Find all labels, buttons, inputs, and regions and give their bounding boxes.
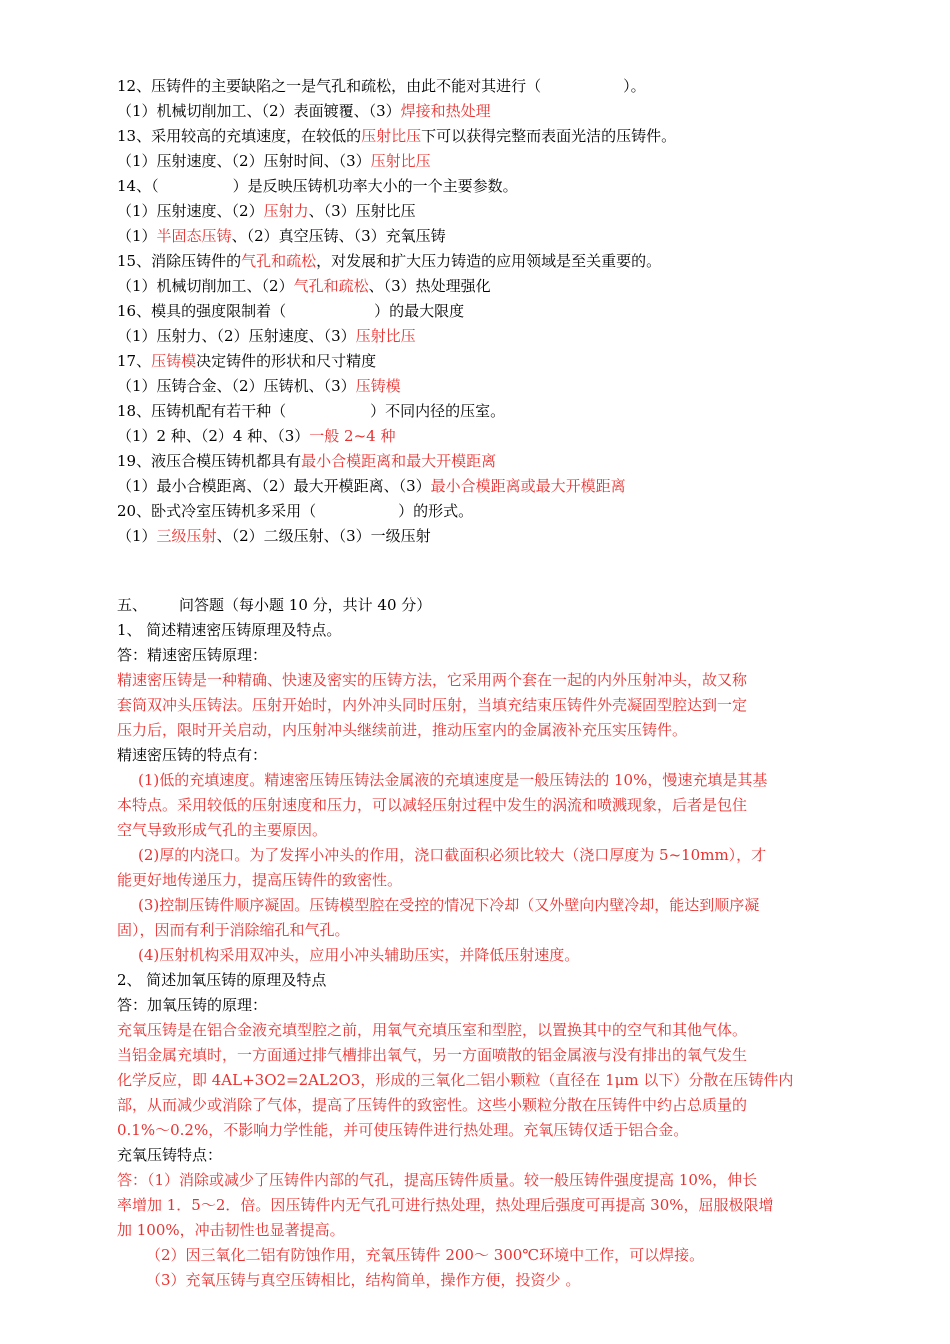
question-14-options bbox=[117, 199, 837, 224]
question-text: 16、模具的强度限制着（ bbox=[117, 302, 287, 320]
question-text: 20、卧式冷室压铸机多采用（ bbox=[117, 502, 317, 520]
options-text: 、（2）二级压射、（3）一级压射 bbox=[216, 527, 431, 545]
qa1-feature-line: 能更好地传递压力，提高压铸件的致密性。 bbox=[117, 871, 403, 889]
question-15-options bbox=[117, 274, 837, 299]
question-16-options bbox=[117, 324, 837, 349]
options-text: （1）压射速度、（2）压射时间、（3） bbox=[117, 152, 371, 170]
qa1-feature-line: 空气导致形成气孔的主要原因。 bbox=[117, 821, 328, 839]
answer-highlight: 最小合模距离和最大开模距离 bbox=[301, 452, 497, 470]
question-19 bbox=[117, 449, 837, 474]
question-text: ）不同内径的压室。 bbox=[370, 402, 506, 420]
question-text: 12、压铸件的主要缺陷之一是气孔和疏松，由此不能对其进行（ bbox=[117, 77, 542, 95]
answer-highlight: 压射力 bbox=[263, 202, 309, 220]
options-text: 、（2）真空压铸、（3）充氧压铸 bbox=[231, 227, 446, 245]
qa1-feature-line: (2)厚的内浇口。为了发挥小冲头的作用，浇口截面积必须比较大（浇口厚度为 5~10mm），才 bbox=[138, 846, 767, 864]
qa1-principle-line: 精速密压铸是一种精确、快速及密实的压铸方法，它采用两个套在一起的内外压射冲头，故又称 bbox=[117, 671, 748, 689]
question-18 bbox=[117, 399, 837, 424]
options-text: （1）机械切削加工、（2）表面镀覆、（3） bbox=[117, 102, 401, 120]
qa2-feature-line: （3）充氧压铸与真空压铸相比，结构简单，操作方便，投资少 。 bbox=[146, 1271, 581, 1289]
qa2-principle-line: 当铝金属充填时，一方面通过排气槽排出氧气，另一方面喷散的铝金属液与没有排出的氧气发生 bbox=[117, 1046, 748, 1064]
answer-highlight: 压射比压 bbox=[355, 327, 416, 345]
question-12 bbox=[117, 74, 837, 99]
question-text: ）。 bbox=[623, 77, 646, 95]
answer-highlight: 压铸模 bbox=[355, 377, 401, 395]
qa1-feature-line: (1)低的充填速度。精速密压铸压铸法金属液的充填速度是一般压铸法的 10%，慢速充填是其基 bbox=[138, 771, 768, 789]
answer-highlight: 半固态压铸 bbox=[156, 227, 232, 245]
qa2-feature-line: 答：（1）消除或减少了压铸件内部的气孔，提高压铸件质量。较一般压铸件强度提高 10%，伸长 bbox=[117, 1171, 758, 1189]
answer-highlight: 气孔和疏松 bbox=[241, 252, 317, 270]
qa1-feature-line: 本特点。采用较低的压射速度和压力，可以减轻压射过程中发生的涡流和喷溅现象，后者是包住 bbox=[117, 796, 748, 814]
options-text: 、（3）压射比压 bbox=[308, 202, 416, 220]
answer-highlight: 焊接和热处理 bbox=[400, 102, 491, 120]
qa1-answer-label: 答：精速密压铸原理： bbox=[117, 646, 268, 664]
answer-highlight: 最小合模距离或最大开模距离 bbox=[430, 477, 626, 495]
qa1-feature-line: (3)控制压铸件顺序凝固。压铸模型腔在受控的情况下冷却（又外壁向内壁冷却，能达到顺序凝 bbox=[138, 896, 760, 914]
question-text: 决定铸件的形状和尺寸精度 bbox=[196, 352, 377, 370]
options-text: 、（3）热处理强化 bbox=[368, 277, 491, 295]
question-20-options bbox=[117, 524, 837, 549]
question-15 bbox=[117, 249, 837, 274]
question-text: 14、（ bbox=[117, 177, 159, 195]
question-14 bbox=[117, 174, 837, 199]
options-text: （1） bbox=[117, 227, 157, 245]
question-16 bbox=[117, 299, 837, 324]
qa2-principle-line: 部，从而减少或消除了气体，提高了压铸件的致密性。这些小颗粒分散在压铸件中约占总质量的 bbox=[117, 1096, 748, 1114]
qa1-principle-line: 压力后，限时开关启动，内压射冲头继续前进，推动压室内的金属液补充压实压铸件。 bbox=[117, 721, 688, 739]
answer-highlight: 压射比压 bbox=[370, 152, 431, 170]
qa2-feature-line: （2）因三氧化二铝有防蚀作用，充氧压铸件 200～ 300℃环境中工作，可以焊接。 bbox=[146, 1246, 705, 1264]
qa1-feature-line: (4)压射机构采用双冲头，应用小冲头辅助压实，并降低压射速度。 bbox=[138, 946, 580, 964]
qa2-question: 2、 简述加氧压铸的原理及特点 bbox=[117, 971, 327, 989]
answer-highlight: 压射比压 bbox=[361, 127, 422, 145]
question-text: 18、压铸机配有若干种（ bbox=[117, 402, 287, 420]
options-text: （1）压射力、（2）压射速度、（3） bbox=[117, 327, 356, 345]
options-text: （1）机械切削加工、（2） bbox=[117, 277, 294, 295]
qa2-principle-line: 充氧压铸是在铝合金液充填型腔之前，用氧气充填压室和型腔，以置换其中的空气和其他气体。 bbox=[117, 1021, 748, 1039]
question-text: 17、 bbox=[117, 352, 152, 370]
qa2-feature-line: 加 100%，冲击韧性也显著提高。 bbox=[117, 1221, 345, 1239]
question-text: 19、液压合模压铸机都具有 bbox=[117, 452, 302, 470]
question-text: ）的形式。 bbox=[398, 502, 474, 520]
section-number: 五、 bbox=[117, 596, 148, 614]
answer-highlight: 一般 2~4 种 bbox=[309, 427, 396, 445]
question-13-options bbox=[117, 149, 837, 174]
options-text: （1）2 种、（2）4 种、（3） bbox=[117, 427, 310, 445]
section-heading bbox=[117, 593, 837, 618]
qa2-principle-line: 0.1%～0.2%，不影响力学性能，并可使压铸件进行热处理。充氧压铸仅适于铝合金。 bbox=[117, 1121, 689, 1139]
question-text: 下可以获得完整而表面光洁的压铸件。 bbox=[421, 127, 677, 145]
answer-highlight: 压铸模 bbox=[151, 352, 197, 370]
question-12-options bbox=[117, 99, 837, 124]
question-18-options bbox=[117, 424, 837, 449]
answer-highlight: 三级压射 bbox=[156, 527, 217, 545]
question-text: ）是反映压铸机功率大小的一个主要参数。 bbox=[232, 177, 518, 195]
qa2-answer-label: 答：加氧压铸的原理： bbox=[117, 996, 268, 1014]
options-text: （1）最小合模距离、（2）最大开模距离、（3） bbox=[117, 477, 431, 495]
qa1-question: 1、 简述精速密压铸原理及特点。 bbox=[117, 621, 342, 639]
question-text: ）的最大限度 bbox=[374, 302, 465, 320]
qa2-features-label: 充氧压铸特点： bbox=[117, 1146, 223, 1164]
qa1-features-label: 精速密压铸的特点有： bbox=[117, 746, 268, 764]
answer-highlight: 气孔和疏松 bbox=[293, 277, 369, 295]
options-text: （1） bbox=[117, 527, 157, 545]
question-17-options bbox=[117, 374, 837, 399]
question-14-options-2 bbox=[117, 224, 837, 249]
qa1-feature-line: 固），因而有利于消除缩孔和气孔。 bbox=[117, 921, 350, 939]
options-text: （1）压铸合金、（2）压铸机、（3） bbox=[117, 377, 356, 395]
question-19-options bbox=[117, 474, 837, 499]
options-text: （1）压射速度、（2） bbox=[117, 202, 264, 220]
question-text: 13、采用较高的充填速度，在较低的 bbox=[117, 127, 362, 145]
section-title: 问答题（每小题 10 分，共计 40 分） bbox=[179, 596, 432, 614]
qa2-feature-line: 率增加 1．5～2．倍。因压铸件内无气孔可进行热处理，热处理后强度可再提高 30%，屈服极限增 bbox=[117, 1196, 774, 1214]
question-text: ，对发展和扩大压力铸造的应用领域是至关重要的。 bbox=[316, 252, 662, 270]
question-13 bbox=[117, 124, 837, 149]
qa1-principle-line: 套筒双冲头压铸法。压射开始时，内外冲头同时压射，当填充结束压铸件外壳凝固型腔达到一定 bbox=[117, 696, 748, 714]
qa2-principle-line: 化学反应，即 4AL+3O2=2AL2O3，形成的三氧化二铝小颗粒（直径在 1μm 以下）分散在压铸件内 bbox=[117, 1071, 794, 1089]
question-text: 15、消除压铸件的 bbox=[117, 252, 242, 270]
question-20 bbox=[117, 499, 837, 524]
question-17 bbox=[117, 349, 837, 374]
